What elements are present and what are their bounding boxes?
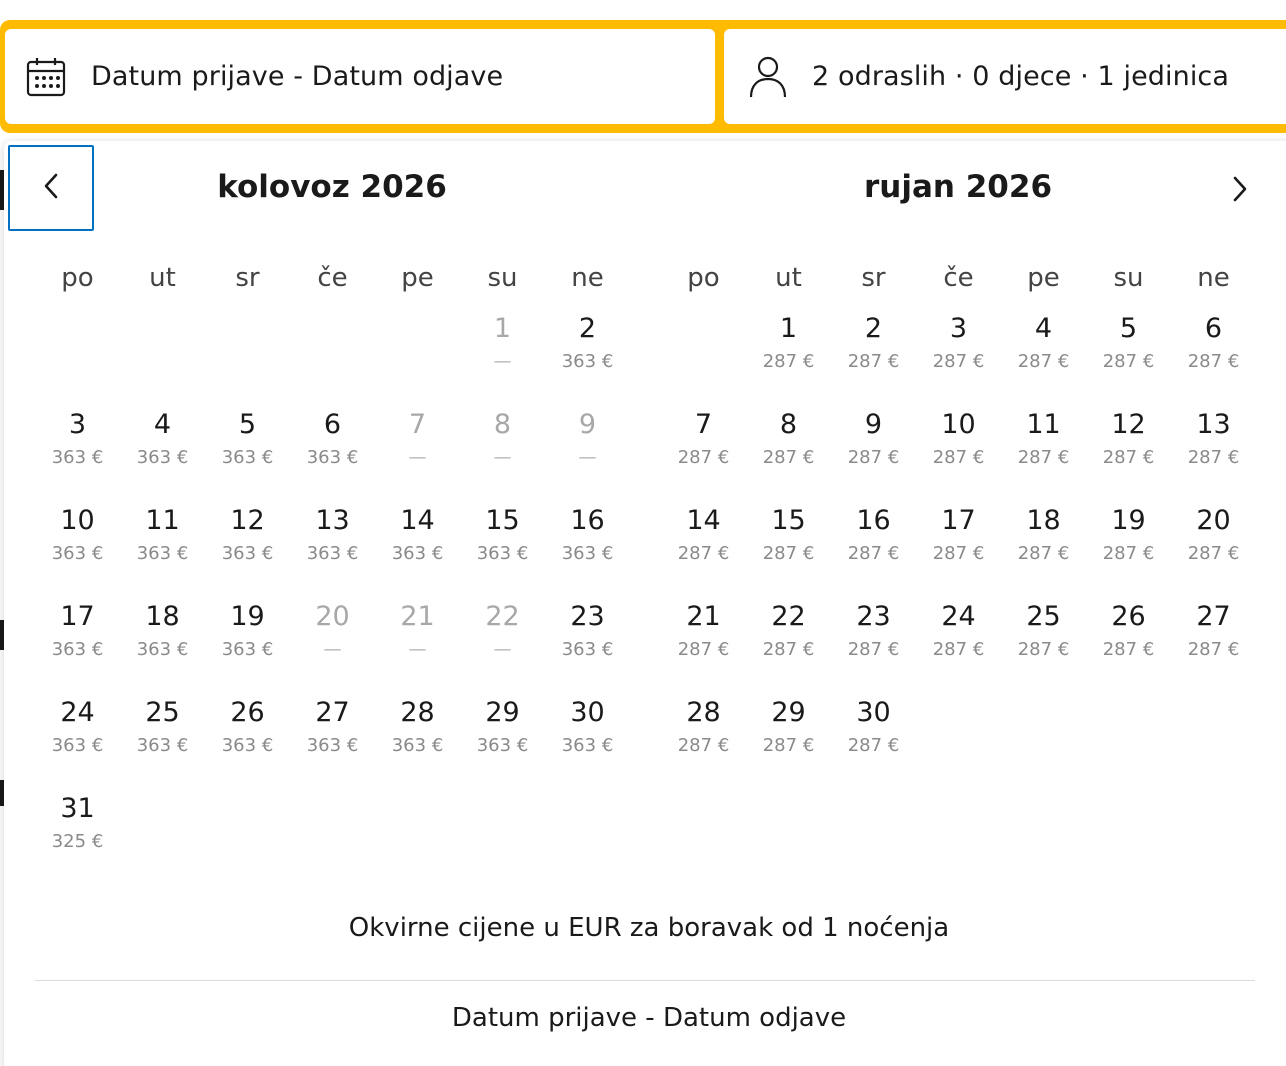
day-number: 18 [145,601,180,632]
day-number: 24 [941,601,976,632]
calendar-day[interactable] [205,499,290,595]
day-number: 5 [1119,313,1138,344]
day-number: 29 [771,697,806,728]
next-month-button[interactable] [1218,169,1262,213]
day-price: 287 € [1187,447,1240,468]
calendar-day[interactable] [916,403,1001,499]
day-price: 287 € [762,351,815,372]
calendar-day [460,595,545,691]
day-number: 31 [60,793,95,824]
day-price: 287 € [677,639,730,660]
day-number: 28 [686,697,721,728]
day-number: 21 [686,601,721,632]
day-number: 10 [60,505,95,536]
weekday-label: če [943,263,974,293]
day-number: 26 [1111,601,1146,632]
day-number: 15 [771,505,806,536]
day-price: 363 € [51,543,104,564]
calendar-day[interactable] [545,595,630,691]
day-number: 2 [864,313,883,344]
empty-day-cell [205,307,290,403]
day-number: 4 [153,409,172,440]
day-price: 287 € [1017,543,1070,564]
day-price: 363 € [561,639,614,660]
day-number: 8 [779,409,798,440]
day-number: 9 [864,409,883,440]
weekday-label: ne [571,263,604,293]
calendar-day[interactable] [375,691,460,787]
day-price: 287 € [762,639,815,660]
calendar-day[interactable] [290,403,375,499]
day-price: 363 € [476,543,529,564]
calendar-day [460,403,545,499]
calendar-day [375,595,460,691]
day-price: 363 € [476,735,529,756]
day-number: 27 [315,697,350,728]
calendar-day[interactable] [661,691,746,787]
day-price: 363 € [306,735,359,756]
calendar-day[interactable] [205,595,290,691]
day-price: 287 € [932,639,985,660]
calendar-day[interactable] [746,403,831,499]
calendar-day[interactable] [35,691,120,787]
day-price: 287 € [847,543,900,564]
day-number: 18 [1026,505,1061,536]
empty-day-cell [290,307,375,403]
calendar-day[interactable] [746,499,831,595]
calendar-day[interactable] [746,595,831,691]
day-price: 363 € [136,447,189,468]
empty-day-cell [661,307,746,403]
selected-dates-label: Datum prijave - Datum odjave [451,1003,847,1033]
calendar-day[interactable] [545,499,630,595]
day-price: 287 € [1017,447,1070,468]
day-price: 325 € [51,831,104,852]
day-number: 12 [230,505,265,536]
calendar-icon [24,56,68,98]
calendar-day[interactable] [35,403,120,499]
calendar-day[interactable] [290,691,375,787]
month-title: rujan 2026 [863,169,1053,205]
month-title: kolovoz 2026 [217,169,447,205]
calendar-day[interactable] [1086,499,1171,595]
month-grid [661,249,1256,787]
calendar-popup [4,141,1286,1066]
day-price: 287 € [1102,543,1155,564]
day-price: 287 € [847,735,900,756]
day-price: 363 € [391,735,444,756]
calendar-day[interactable] [831,403,916,499]
day-number: 14 [400,505,435,536]
calendar-day[interactable] [831,499,916,595]
day-number: 8 [493,409,512,440]
guests-field[interactable] [724,29,1286,124]
calendar-day[interactable] [35,787,120,883]
day-number: 3 [949,313,968,344]
month-grid [35,249,630,883]
day-number: 20 [315,601,350,632]
calendar-day [460,307,545,403]
day-number: 17 [941,505,976,536]
calendar-day[interactable] [290,499,375,595]
calendar-day[interactable] [35,595,120,691]
day-price: 287 € [847,639,900,660]
day-price: 287 € [932,351,985,372]
day-price: 287 € [762,543,815,564]
day-price: — [493,447,512,468]
calendar-day[interactable] [375,499,460,595]
calendar-day[interactable] [661,403,746,499]
calendar-day [290,595,375,691]
day-number: 12 [1111,409,1146,440]
divider [35,980,1255,981]
dates-field[interactable] [5,29,715,124]
calendar-day[interactable] [120,499,205,595]
day-price: — [408,447,427,468]
day-price: 363 € [561,351,614,372]
day-price: 287 € [1102,639,1155,660]
weekday-header [35,249,630,307]
day-price: 363 € [561,735,614,756]
day-price: 363 € [221,639,274,660]
calendar-day[interactable] [916,595,1001,691]
day-price: 287 € [847,447,900,468]
day-number: 1 [493,313,512,344]
day-price: 287 € [1017,351,1070,372]
day-number: 10 [941,409,976,440]
calendar-day[interactable] [1001,307,1086,403]
day-number: 13 [315,505,350,536]
day-price: 363 € [306,447,359,468]
calendar-day[interactable] [1171,403,1256,499]
calendar-day[interactable] [1171,307,1256,403]
calendar-day[interactable] [120,691,205,787]
day-price: — [323,639,342,660]
dates-field-label: Datum prijave - Datum odjave [91,61,504,92]
calendar-day[interactable] [661,595,746,691]
weekday-label: po [61,263,94,293]
chevron-right-icon [1230,175,1250,207]
day-number: 6 [323,409,342,440]
calendar-day[interactable] [35,499,120,595]
day-price: 287 € [1102,447,1155,468]
weekday-label: su [1113,263,1144,293]
weekday-header [661,249,1256,307]
day-number: 13 [1196,409,1231,440]
day-number: 3 [68,409,87,440]
calendar-day[interactable] [120,595,205,691]
weekday-label: ut [775,263,802,293]
calendar-day[interactable] [831,595,916,691]
day-number: 22 [771,601,806,632]
day-number: 30 [570,697,605,728]
day-price: 287 € [847,351,900,372]
day-price: 363 € [51,639,104,660]
calendar-day[interactable] [1001,499,1086,595]
days-grid [35,307,630,883]
day-number: 19 [230,601,265,632]
weekday-label: ne [1197,263,1230,293]
calendar-day[interactable] [460,499,545,595]
calendar-day [545,403,630,499]
day-number: 11 [1026,409,1061,440]
day-number: 17 [60,601,95,632]
day-number: 16 [856,505,891,536]
calendar-day[interactable] [1171,499,1256,595]
calendar-day[interactable] [1086,307,1171,403]
calendar-day[interactable] [916,307,1001,403]
empty-day-cell [35,307,120,403]
day-number: 22 [485,601,520,632]
day-price: 363 € [51,735,104,756]
calendar-day[interactable] [545,307,630,403]
day-number: 30 [856,697,891,728]
day-price: 287 € [677,447,730,468]
day-price: 363 € [221,447,274,468]
weekday-label: su [487,263,518,293]
day-number: 21 [400,601,435,632]
calendar-day[interactable] [916,499,1001,595]
calendar-day[interactable] [831,307,916,403]
day-number: 15 [485,505,520,536]
day-number: 7 [408,409,427,440]
day-price: 287 € [1187,543,1240,564]
day-price: 363 € [306,543,359,564]
calendar-day[interactable] [460,691,545,787]
calendar-day[interactable] [120,403,205,499]
day-number: 25 [145,697,180,728]
day-price: 363 € [136,735,189,756]
weekday-label: po [687,263,720,293]
day-number: 14 [686,505,721,536]
day-number: 26 [230,697,265,728]
calendar-day[interactable] [205,403,290,499]
day-number: 20 [1196,505,1231,536]
day-price: — [408,639,427,660]
calendar-day[interactable] [1171,595,1256,691]
weekday-label: če [317,263,348,293]
day-price: 363 € [221,735,274,756]
weekday-label: pe [1027,263,1060,293]
day-number: 28 [400,697,435,728]
guests-field-label: 2 odraslih · 0 djece · 1 jedinica [812,61,1230,92]
day-number: 25 [1026,601,1061,632]
day-number: 24 [60,697,95,728]
day-price: 363 € [221,543,274,564]
weekday-label: sr [235,263,260,293]
day-number: 29 [485,697,520,728]
day-number: 4 [1034,313,1053,344]
day-number: 19 [1111,505,1146,536]
day-number: 2 [578,313,597,344]
calendar-day[interactable] [205,691,290,787]
calendar-day[interactable] [661,499,746,595]
day-number: 6 [1204,313,1223,344]
day-price: 287 € [1102,351,1155,372]
person-icon [746,55,790,99]
day-price: 287 € [1017,639,1070,660]
day-number: 5 [238,409,257,440]
day-price: — [493,351,512,372]
empty-day-cell [375,307,460,403]
day-number: 27 [1196,601,1231,632]
day-price: 287 € [762,447,815,468]
weekday-label: sr [861,263,886,293]
day-price: 287 € [932,543,985,564]
calendar-day[interactable] [1001,403,1086,499]
day-number: 23 [856,601,891,632]
day-price: — [493,639,512,660]
calendar-day[interactable] [1001,595,1086,691]
day-price: — [578,447,597,468]
days-grid [661,307,1256,787]
day-number: 1 [779,313,798,344]
chevron-left-icon [41,172,61,204]
day-price: 363 € [51,447,104,468]
calendar-day[interactable] [545,691,630,787]
calendar-day[interactable] [746,691,831,787]
day-price: 287 € [677,543,730,564]
day-number: 9 [578,409,597,440]
calendar-day [375,403,460,499]
calendar-day[interactable] [1086,403,1171,499]
day-price: 287 € [1187,639,1240,660]
day-price: 287 € [677,735,730,756]
day-number: 16 [570,505,605,536]
search-bar [0,20,1286,133]
day-price: 287 € [1187,351,1240,372]
weekday-label: pe [401,263,434,293]
day-number: 11 [145,505,180,536]
calendar-day[interactable] [1086,595,1171,691]
day-price: 287 € [762,735,815,756]
calendar-day[interactable] [746,307,831,403]
empty-day-cell [120,307,205,403]
previous-month-button[interactable] [8,145,94,231]
day-number: 7 [694,409,713,440]
day-price: 363 € [136,543,189,564]
day-price: 287 € [932,447,985,468]
day-number: 23 [570,601,605,632]
weekday-label: ut [149,263,176,293]
price-note: Okvirne cijene u EUR za boravak od 1 noćenja [348,913,950,943]
day-price: 363 € [561,543,614,564]
day-price: 363 € [391,543,444,564]
day-price: 363 € [136,639,189,660]
calendar-day[interactable] [831,691,916,787]
